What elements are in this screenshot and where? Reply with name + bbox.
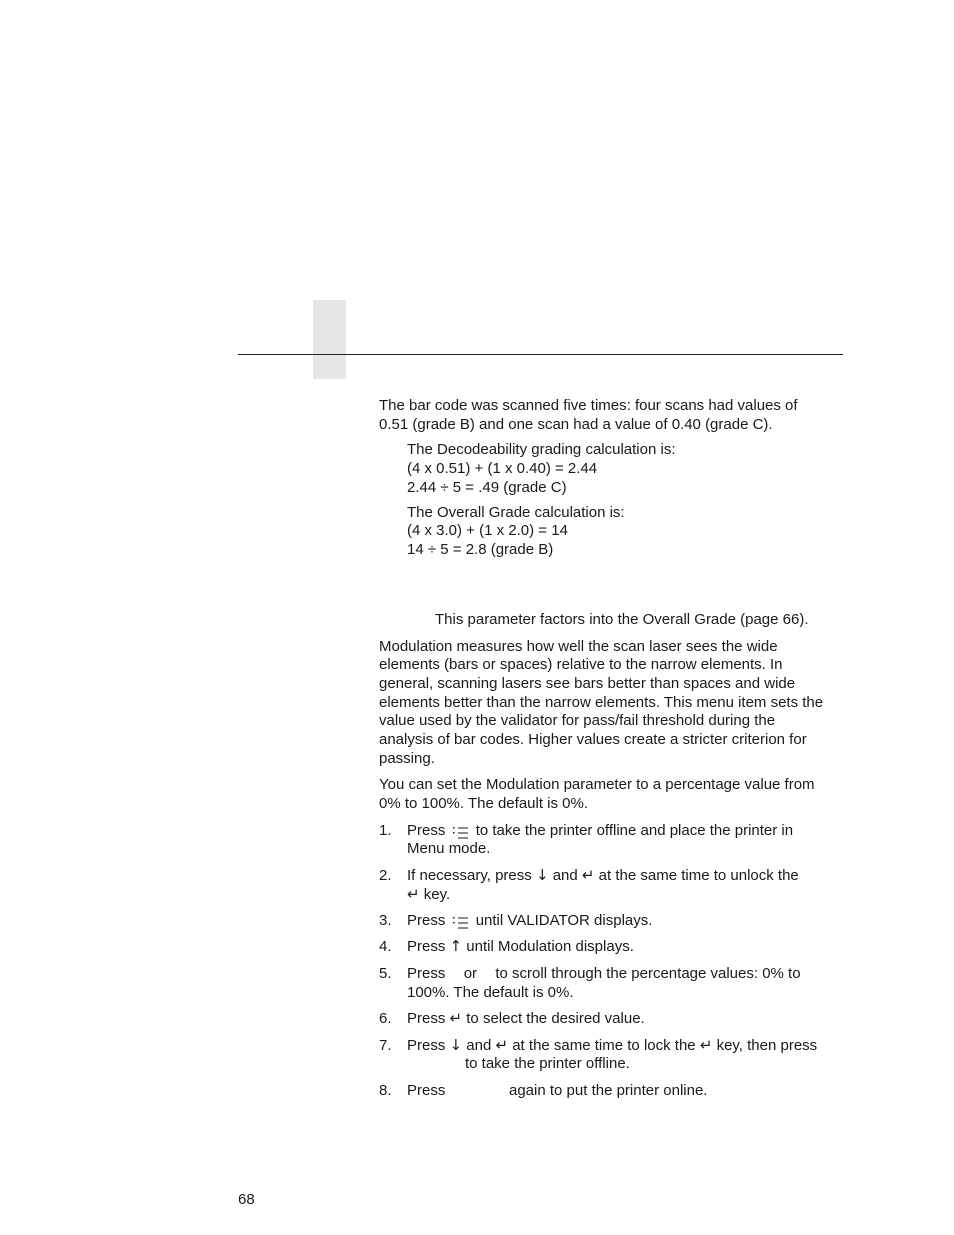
step-number: 5. (379, 965, 392, 982)
example-intro-line1: The bar code was scanned five times: four scans had values of (379, 397, 798, 414)
step-text: and (466, 1037, 492, 1054)
step-4 (407, 937, 634, 956)
step-6 (407, 1009, 645, 1028)
decode-calc2: 2.44 ÷ 5 = .49 (grade C) (407, 479, 567, 496)
step-text: If necessary, press (407, 867, 532, 884)
step-number: 1. (379, 822, 392, 839)
step-text: until VALIDATOR displays. (475, 912, 653, 929)
decode-calc1: (4 x 0.51) + (1 x 0.40) = 2.44 (407, 460, 598, 477)
step-text: Press (407, 912, 446, 929)
overall-calc2: 14 ÷ 5 = 2.8 (grade B) (407, 541, 554, 558)
down-arrow-icon: ↓ (535, 866, 549, 884)
enter-key-icon: ↵ (699, 1036, 713, 1054)
up-arrow-icon: ↑ (449, 937, 463, 955)
step-text: to take the printer offline. (465, 1055, 630, 1072)
step-2 (407, 866, 799, 885)
step-text: 100%. The default is 0%. (407, 984, 574, 1001)
step-number: 2. (379, 867, 392, 884)
modulation-desc-line: value used by the validator for pass/fail threshold during the (379, 712, 776, 729)
enter-key-icon: ↵ (581, 866, 595, 884)
step-text: Press (407, 822, 446, 839)
step-3 (407, 911, 652, 930)
step-7 (407, 1036, 817, 1055)
modulation-desc-line: analysis of bar codes. Higher values create a stricter criterion for (379, 731, 807, 748)
step-text: key, then press (716, 1037, 818, 1054)
step-text: at the same time to lock the (512, 1037, 696, 1054)
example-intro-line2: 0.51 (grade B) and one scan had a value of 0.40 (grade C). (379, 416, 773, 433)
modulation-range-line1: You can set the Modulation parameter to a percentage value from (379, 776, 815, 793)
note-text: This parameter factors into the Overall Grade (page 66). (435, 611, 809, 628)
step-text: Press (407, 965, 446, 982)
step-text: Press (407, 1037, 446, 1054)
step-text: again to put the printer online. (509, 1082, 708, 1099)
enter-key-icon: ↵ (495, 1036, 509, 1054)
menu-key-icon (452, 825, 470, 837)
step-text: to select the desired value. (466, 1010, 645, 1027)
down-arrow-icon: ↓ (449, 1036, 463, 1054)
step-number: 7. (379, 1037, 392, 1054)
step-5 (407, 964, 801, 983)
step-text: to scroll through the percentage values: 0% to (495, 965, 801, 982)
overall-calc1: (4 x 3.0) + (1 x 2.0) = 14 (407, 522, 568, 539)
step-number: 8. (379, 1082, 392, 1099)
modulation-desc-line: elements better than the narrow elements. This menu item sets the (379, 694, 824, 711)
enter-key-icon: ↵ (407, 885, 420, 903)
header-rule (238, 354, 843, 355)
decode-title: The Decodeability grading calculation is: (407, 441, 676, 458)
step-text: key. (423, 886, 451, 903)
step-number: 3. (379, 912, 392, 929)
modulation-desc-line: general, scanning lasers see bars better than spaces and wide (379, 675, 796, 692)
step-text: Menu mode. (407, 840, 491, 857)
modulation-desc-line: elements (bars or spaces) relative to the narrow elements. In (379, 656, 783, 673)
step-2-cont (407, 885, 450, 904)
step-text: or (463, 965, 478, 982)
step-number: 4. (379, 938, 392, 955)
step-text: at the same time to unlock the (598, 867, 799, 884)
menu-key-icon (452, 915, 470, 927)
modulation-desc-line: passing. (379, 750, 435, 767)
enter-key-icon: ↵ (449, 1009, 463, 1027)
step-text: and (552, 867, 578, 884)
overall-title: The Overall Grade calculation is: (407, 504, 625, 521)
step-1 (407, 821, 793, 840)
step-number: 6. (379, 1010, 392, 1027)
step-text: until Modulation displays. (466, 938, 634, 955)
modulation-range-line2: 0% to 100%. The default is 0%. (379, 795, 589, 812)
chapter-tab (313, 300, 346, 379)
step-text: Press (407, 1082, 446, 1099)
step-text: to take the printer offline and place the printer in (475, 822, 794, 839)
modulation-desc-line: Modulation measures how well the scan laser sees the wide (379, 638, 778, 655)
step-8 (407, 1081, 445, 1100)
step-text: Press (407, 938, 446, 955)
page-number: 68 (238, 1191, 255, 1208)
step-text: Press (407, 1010, 446, 1027)
